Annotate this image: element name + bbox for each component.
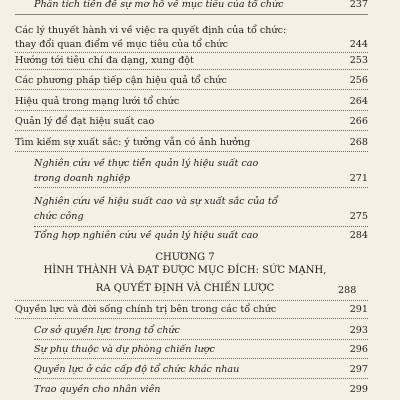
entry-rule [15,89,368,90]
subentry-page: 297 [349,364,368,375]
entry-title: Các phương pháp tiếp cận hiệu quả tổ chức [15,75,227,86]
entry-page: 256 [349,75,368,86]
entry-rule [15,130,368,131]
subentry-title-line1: Nghiên cứu về thực tiễn quản lý hiệu suất cao [34,158,259,169]
subentry-page: 284 [349,230,368,241]
entry-page: 291 [349,304,368,315]
subentry-title-line2: chức công [34,211,84,222]
subentry-title: Cơ sở quyền lực trong tổ chức [34,325,180,336]
entry-title: Quản lý để đạt hiệu suất cao [15,116,155,127]
chapter-title-line2: RA QUYẾT ĐỊNH VÀ CHIẾN LƯỢC [95,283,275,294]
entry-page: 264 [349,96,368,107]
entry-rule [34,187,368,188]
entry-page: 244 [349,39,368,50]
entry-rule [15,318,368,319]
subentry-title: Quyền lực ở các cấp độ tổ chức khác nhau [34,364,240,375]
entry-title: Hiệu quả trong mạng lưới tổ chức [15,96,180,107]
chapter-title-line1: HÌNH THÀNH VÀ ĐẠT ĐƯỢC MỤC ĐÍCH: SỨC MẠNH, [43,265,327,276]
entry-rule [34,339,368,340]
entry-rule [15,151,368,152]
entry-rule [15,69,368,70]
entry-title: Hướng tới tiêu chí đa dạng, xung đột [15,55,194,66]
subentry-title: Trao quyền cho nhân viên [34,384,161,395]
subentry-page: 299 [349,384,368,395]
entry-title: Phân tích tiền đề sự mơ hồ về mục tiêu của tổ chức [34,0,284,10]
entry-title-line1: Các lý thuyết hành vi về việc ra quyết định của tổ chức: [15,25,287,36]
entry-title-line2: thay đổi quan điểm về mục tiêu của tổ chức [15,39,228,50]
chapter-page: 288 [338,285,357,296]
entry-rule [15,52,368,53]
entry-title: Tìm kiếm sự xuất sắc: ý tưởng vẫn có ảnh hưởng [15,137,251,148]
entry-page: 253 [349,55,368,66]
entry-rule [15,14,368,15]
entry-rule [15,300,368,301]
subentry-page: 275 [349,211,368,222]
entry-rule [34,358,368,359]
entry-rule [15,110,368,111]
entry-title: Quyền lực và đời sống chính trị bên trong các tổ chức [15,304,277,315]
subentry-page: 271 [349,173,368,184]
subentry-title-line1: Nghiên cứu về hiệu suất cao và sự xuất sắc của tổ [34,196,278,207]
chapter-label: CHƯƠNG 7 [155,252,215,263]
subentry-title: Tổng hợp nghiên cứu về quản lý hiệu suất cao [34,230,259,241]
entry-rule [34,226,368,227]
subentry-title-line2: trong doanh nghiệp [34,173,131,184]
entry-page: 266 [349,116,368,127]
subentry-page: 296 [349,344,368,355]
entry-page: 268 [349,137,368,148]
entry-page: 237 [349,0,368,10]
subentry-page: 293 [349,325,368,336]
entry-rule [34,378,368,379]
subentry-title: Sự phụ thuộc và dự phòng chiến lược [34,344,215,355]
